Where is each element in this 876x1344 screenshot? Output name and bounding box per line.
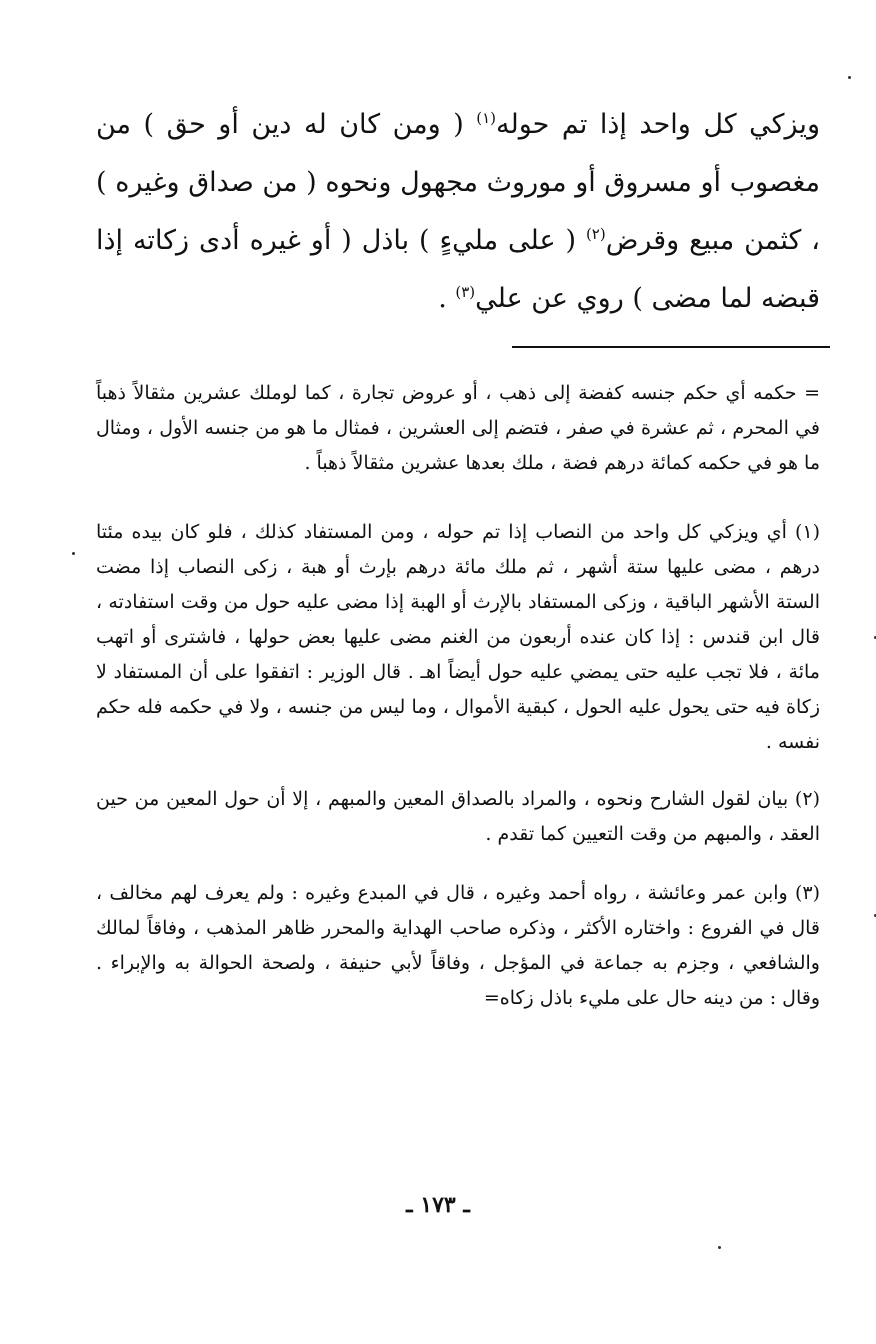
footnotes [96, 376, 820, 1016]
main-text-part-2: ( ومن كان له دين أو حق ) من مغصوب أو مسروق أو موروث مجهول ونحوه ( من صداق وغيره ) ، كثمن مبيع وقرض [96, 109, 820, 256]
footnote-ref-1: (١) [476, 109, 497, 127]
footnote-separator [512, 346, 830, 348]
scan-speck [72, 552, 75, 555]
scan-speck [848, 76, 851, 79]
main-text-part-1: ويزكي كل واحد إذا تم حوله [496, 109, 820, 140]
main-text [96, 96, 820, 328]
footnote-1: (١) أي ويزكي كل واحد من النصاب إذا تم حوله ، ومن المستفاد كذلك ، فلو كان بيده مئتا درهم ، مضى عليها ستة أشهر ، ثم ملك مائة درهم بإرث أو هبة ، زكى النصاب إذا مضت الستة الأشهر الباقية ، وزكى المستفاد بالإرث أو الهبة إذا مضى عليه حول من وقت استفادته ، قال ابن قندس : إذا كان عنده أربعون من الغنم مضى عليها بعض حولها ، فاشترى أو اتهب مائة ، فلا تجب عليه حتى يمضي عليه حول أيضاً اهـ . قال الوزير : اتفقوا على أن المستفاد لا زكاة فيه حتى يحول عليه الحول ، كبقية الأموال ، وما ليس من جنسه ، ولا في حكمه فله حكم نفسه . [96, 521, 820, 753]
scan-speck [718, 1246, 721, 1249]
footnote-2: (٢) بيان لقول الشارح ونحوه ، والمراد بالصداق المعين والمبهم ، إلا أن حول المعين من حين العقد ، والمبهم من وقت التعيين كما تقدم . [96, 788, 820, 845]
main-paragraph [96, 96, 820, 328]
main-text-part-3: ( على مليءٍ ) باذل ( أو غيره أدى زكاته إذا قبضه لما مضى ) روي عن علي [96, 225, 820, 314]
footnote-continuation: = حكمه أي حكم جنسه كفضة إلى ذهب ، أو عروض تجارة ، كما لوملك عشرين مثقالاً ذهباً في المحرم ، ثم عشرة في صفر ، فتضم إلى العشرين ، فمثال ما هو من جنسه الأول ، ومثال ما هو في حكمه كمائة درهم فضة ، ملك بعدها عشرين مثقالاً ذهباً . [96, 382, 820, 474]
page-number: ـ ١٧٣ ـ [406, 1192, 470, 1218]
footnote-ref-3: (٣) [455, 283, 476, 301]
footnote-3: (٣) وابن عمر وعائشة ، رواه أحمد وغيره ، قال في المبدع وغيره : ولم يعرف لهم مخالف ، قال في الفروع : واختاره الأكثر ، وذكره صاحب الهداية والمحرر ظاهر المذهب ، وفاقاً لمالك والشافعي ، وجزم به جماعة في المؤجل ، وفاقاً لأبي حنيفة ، ولصحة الحوالة به والإبراء . وقال : من دينه حال على مليء باذل زكاه= [96, 882, 820, 1009]
main-text-part-4: . [438, 283, 456, 314]
footnote-ref-2: (٢) [585, 225, 606, 243]
